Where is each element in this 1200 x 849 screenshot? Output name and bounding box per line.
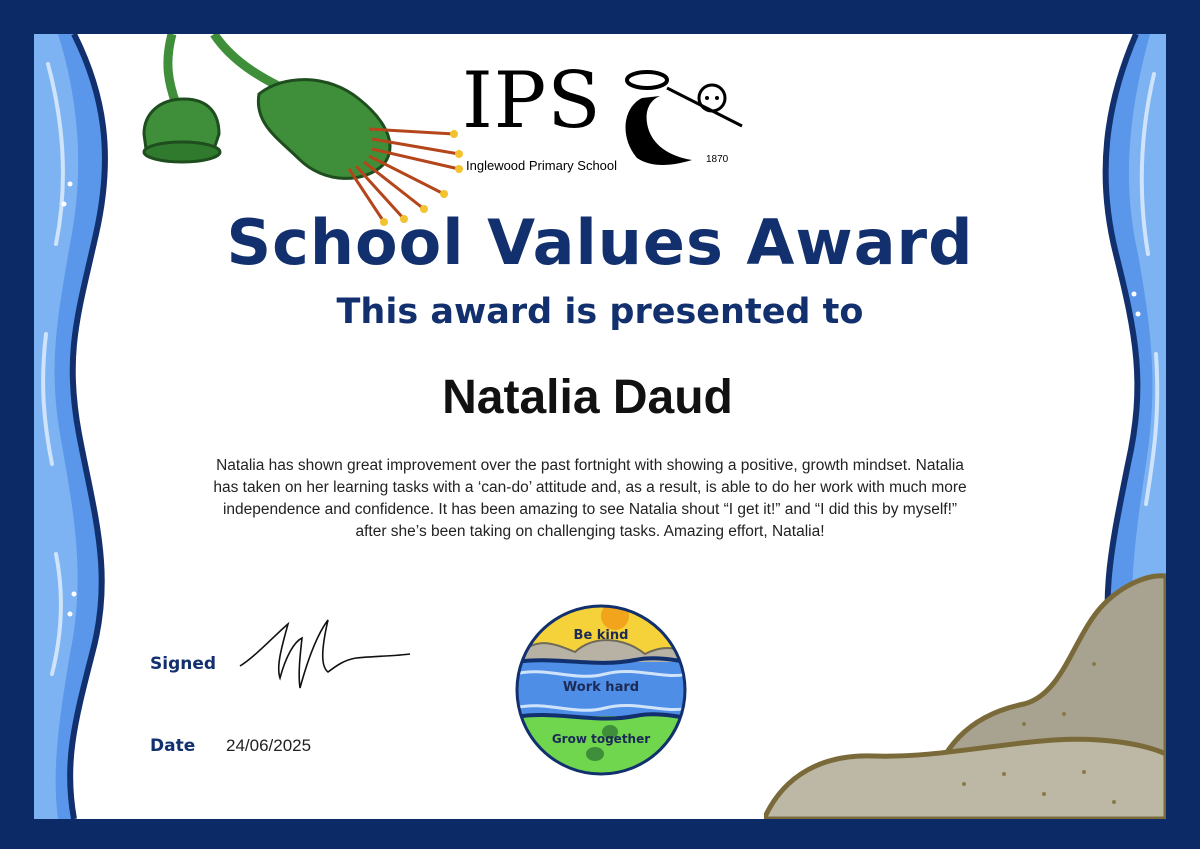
- signature-image: [236, 616, 412, 696]
- school-logo: [462, 56, 752, 178]
- school-year: 1870: [706, 154, 729, 165]
- school-name: Inglewood Primary School: [466, 158, 618, 173]
- logo-ips-text: IPS: [462, 56, 602, 146]
- badge-top-text: Be kind: [573, 628, 629, 643]
- badge-bottom-text: Grow together: [551, 732, 651, 746]
- award-subtitle: This award is presented to: [336, 292, 864, 332]
- sand-dune-decoration: [764, 544, 1166, 819]
- award-description: Natalia has shown great improvement over the past fortnight with showing a positive, growth mindset. Natalia has taken on her learning tasks with a ‘can-do’ attitude and, as a result, is able to do her work with much more independence and confidence. It has been amazing to see Natalia shout “I get it!” and “I did this by myself!” after she’s been taking on challenging tasks. Amazing effort, Natalia!: [213, 457, 967, 540]
- badge-middle-text: Work hard: [562, 680, 640, 695]
- award-title: School Values Award: [226, 206, 974, 279]
- date-label: Date: [150, 736, 196, 756]
- signed-label: Signed: [150, 654, 217, 674]
- gumnut-flower-decoration: [124, 34, 474, 234]
- recipient-name: Natalia Daud: [442, 371, 733, 424]
- date-value: 24/06/2025: [226, 736, 312, 755]
- left-river-decoration: [34, 34, 124, 819]
- logo-emblem-icon: [612, 68, 752, 168]
- school-values-badge: [515, 604, 687, 776]
